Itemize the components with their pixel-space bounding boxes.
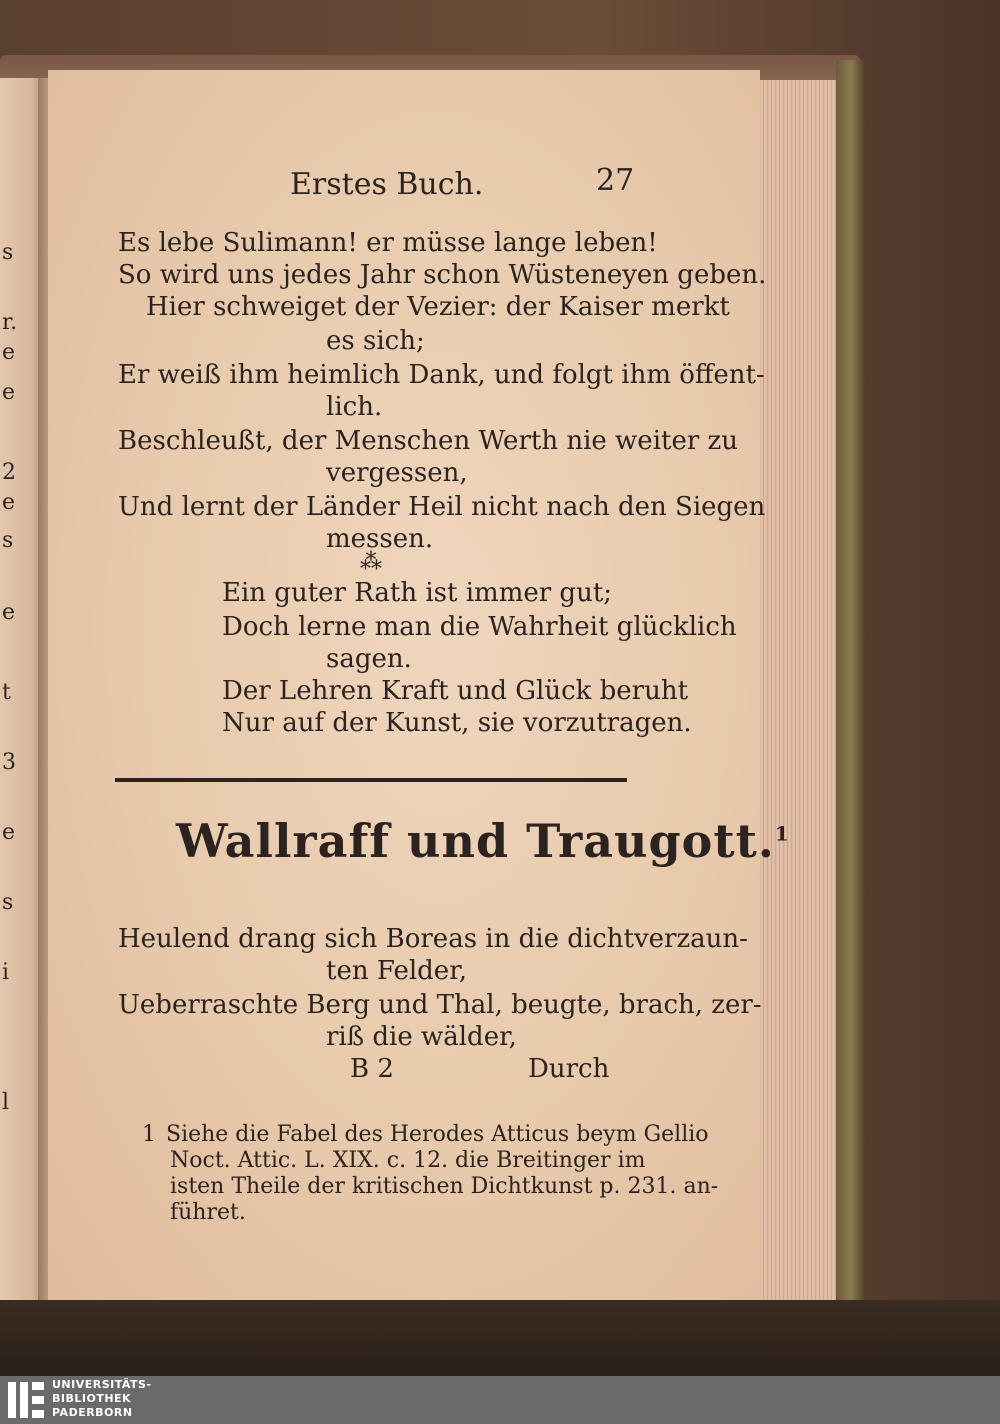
moral-line: Der Lehren Kraft und Glück beruht (222, 676, 689, 706)
poem-title-text: Wallraff und Traugott. (176, 814, 775, 868)
catchword: Durch (528, 1054, 610, 1084)
footnote-line: Siehe die Fabel des Herodes Atticus beym Gellio (166, 1122, 709, 1147)
footnote-line: Noct. Attic. L. XIX. c. 12. die Breitinger im (170, 1148, 646, 1173)
footnote-line: isten Theile der kritischen Dichtkunst p. 231. an- (170, 1174, 719, 1199)
poem-line: riß die wälder, (326, 1022, 517, 1052)
text-line: Beschleußt, der Menschen Werth nie weiter zu (118, 426, 738, 456)
left-page-fragment: r. (2, 310, 18, 335)
ornament: ⁂ (360, 550, 382, 575)
left-page-fragment: e (2, 490, 16, 515)
footnote-marker: 1 (142, 1122, 156, 1147)
text-line: Hier schweiget der Vezier: der Kaiser merkt (146, 292, 730, 322)
book-cover-side (836, 60, 866, 1310)
footnote-line: führet. (170, 1200, 246, 1225)
left-page-fragment: t (2, 680, 11, 705)
moral-line: sagen. (326, 644, 412, 674)
left-page-fragment: 3 (2, 750, 16, 775)
page-edges (760, 80, 843, 1310)
library-name-line: UNIVERSITÄTS- (52, 1378, 152, 1391)
library-name-line: BIBLIOTHEK (52, 1392, 132, 1405)
left-page-fragment: l (2, 1090, 10, 1115)
poem-title-note: 1 (774, 821, 790, 846)
library-name-line: PADERBORN (52, 1406, 133, 1419)
left-page-fragment: e (2, 600, 16, 625)
text-line: Es lebe Sulimann! er müsse lange leben! (118, 228, 658, 258)
left-page-fragment: s (2, 528, 14, 553)
page-number: 27 (596, 163, 635, 198)
text-line: es sich; (326, 326, 425, 356)
moral-line: Nur auf der Kunst, sie vorzutragen. (222, 708, 692, 738)
text-line: vergessen, (326, 458, 468, 488)
text-line: lich. (326, 392, 383, 422)
running-head: Erstes Buch. (290, 167, 484, 202)
left-page-fragment: e (2, 380, 16, 405)
left-page-fragment: i (2, 960, 10, 985)
moral-line: Doch lerne man die Wahrheit glücklich (222, 612, 737, 642)
bottom-shadow (0, 1300, 1000, 1376)
poem-line: Heulend drang sich Boreas in die dichtverzaun- (118, 924, 748, 954)
left-page-fragment: e (2, 820, 16, 845)
moral-line: Ein guter Rath ist immer gut; (222, 578, 613, 608)
library-name (52, 1378, 152, 1420)
left-page-fragment: s (2, 890, 14, 915)
text-line: messen. (326, 524, 434, 554)
left-page-fragment: s (2, 240, 14, 265)
text-line: Er weiß ihm heimlich Dank, und folgt ihm öffent- (118, 360, 765, 390)
poem-line: Ueberraschte Berg und Thal, beugte, brach, zer- (118, 990, 762, 1020)
poem-line: ten Felder, (326, 956, 468, 986)
poem-title (176, 814, 790, 868)
section-rule (115, 778, 627, 782)
signature-mark: B 2 (350, 1054, 394, 1084)
library-logo-icon (6, 1380, 46, 1420)
left-page-fragment: 2 (2, 460, 16, 485)
text-line: So wird uns jedes Jahr schon Wüsteneyen geben. (118, 260, 767, 290)
left-page-fragment: e (2, 340, 16, 365)
text-line: Und lernt der Länder Heil nicht nach den Siegen (118, 492, 766, 522)
